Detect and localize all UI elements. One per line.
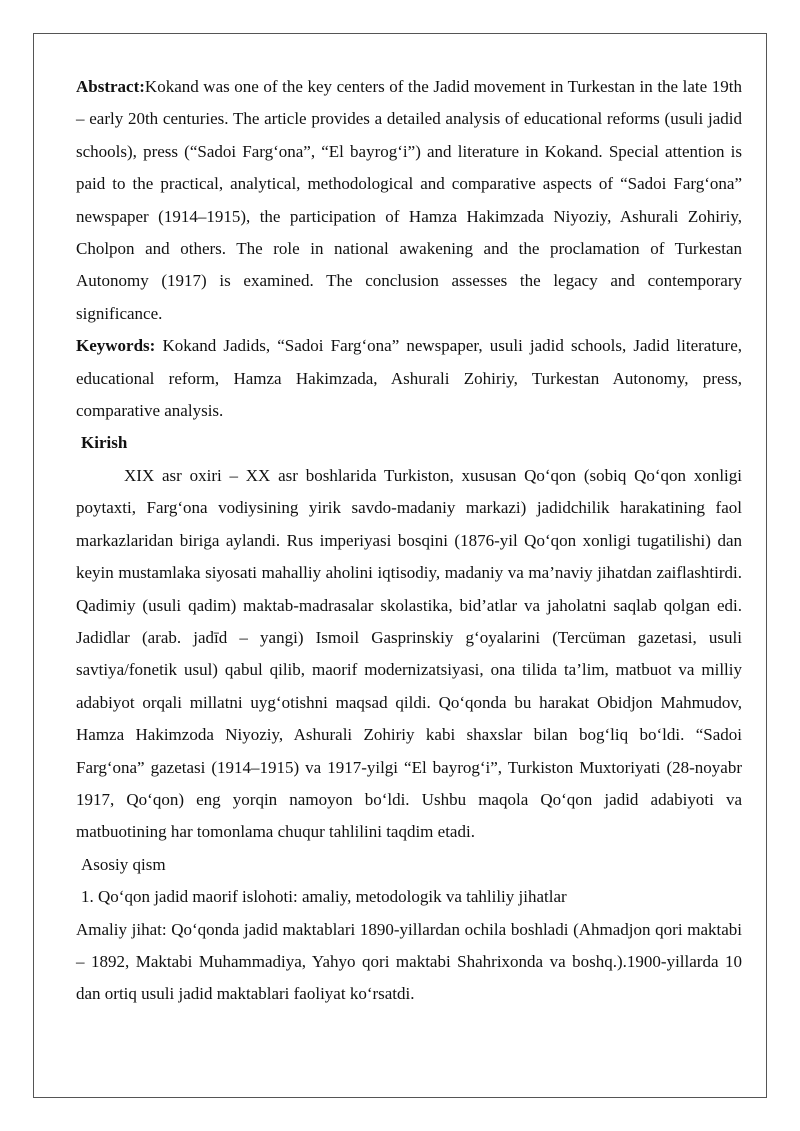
intro-heading: Kirish	[81, 433, 128, 453]
abstract-label: Abstract:	[76, 77, 145, 96]
abstract-paragraph	[76, 71, 742, 330]
document-body	[76, 71, 742, 1011]
intro-paragraph: XIX asr oxiri – XX asr boshlarida Turkiston, xususan Qo‘qon (sobiq Qo‘qon xonligi poytaxti, Farg‘ona vodiysining yirik savdo-madaniy markazi) jadidchilik harakatining faol markazlaridan biriga aylandi. Rus imperiyasi bosqini (1876-yil Qo‘qon xonligi tugatilishi) dan keyin mustamlaka siyosati mahalliy aholini iqtisodiy, madaniy va ma’naviy jihatdan zaiflashtirdi. Qadimiy (usuli qadim) maktab-madrasalar skolastika, bid’atlar va jaholatni saqlab qolgan edi. Jadidlar (arab. jadīd – yangi) Ismoil Gasprinskiy g‘oyalarini (Tercüman gazetasi, usuli savtiya/fonetik usul) qabul qilib, maorif modernizatsiyasi, ona tilida ta’lim, matbuot va milliy adabiyot orqali millatni uyg‘otishni maqsad qildi. Qo‘qonda bu harakat Obidjon Mahmudov, Hamza Hakimzoda Niyoziy, Ashurali Zohiriy kabi shaxslar bilan bog‘liq bo‘ldi. “Sadoi Farg‘ona” gazetasi (1914–1915) va 1917-yilgi “El bayrog‘i”, Turkiston Muxtoriyati (28-noyabr 1917, Qo‘qon) eng yorqin namoyon bo‘ldi. Ushbu maqola Qo‘qon jadid adabiyoti va matbuotining har tomonlama chuqur tahlilini taqdim etadi.	[76, 465, 742, 842]
keywords-label: Keywords:	[76, 336, 156, 356]
main-heading: Asosiy qism	[81, 854, 166, 874]
abstract-text: Kokand was one of the key centers of the Jadid movement in Turkestan in the late 19th – early 20th centuries. The article provides a detailed analysis of educational reforms (usuli jadid schools), press (“Sadoi Farg‘ona”, “El bayrog‘i”) and literature in Kokand. Special attention is paid to the practical, analytical, methodological and comparative aspects of “Sadoi Farg‘ona” newspaper (1914–1915), the participation of Hamza Hakimzada Niyoziy, Ashurali Zohiriy, Cholpon and others. The role in national awakening and the proclamation of Turkestan Autonomy (1917) is examined. The conclusion assesses the legacy and contemporary significance.	[76, 77, 742, 323]
main-paragraph: Amaliy jihat: Qo‘qonda jadid maktablari 1890-yillardan ochila boshladi (Ahmadjon qori maktabi – 1892, Maktabi Muhammadiya, Yahyo qori maktabi Shahrixonda va boshq.).1900-yillarda 10 dan ortiq usuli jadid maktablari faoliyat ko‘rsatdi.	[76, 919, 742, 1004]
keywords-text: Kokand Jadids, “Sadoi Farg‘ona” newspaper, usuli jadid schools, Jadid literature, educational reform, Hamza Hakimzada, Ashurali Zohiriy, Turkestan Autonomy, press, comparative analysis.	[76, 336, 742, 421]
main-subheading: 1. Qo‘qon jadid maorif islohoti: amaliy, metodologik va tahliliy jihatlar	[81, 887, 567, 907]
keywords-paragraph	[76, 330, 742, 427]
